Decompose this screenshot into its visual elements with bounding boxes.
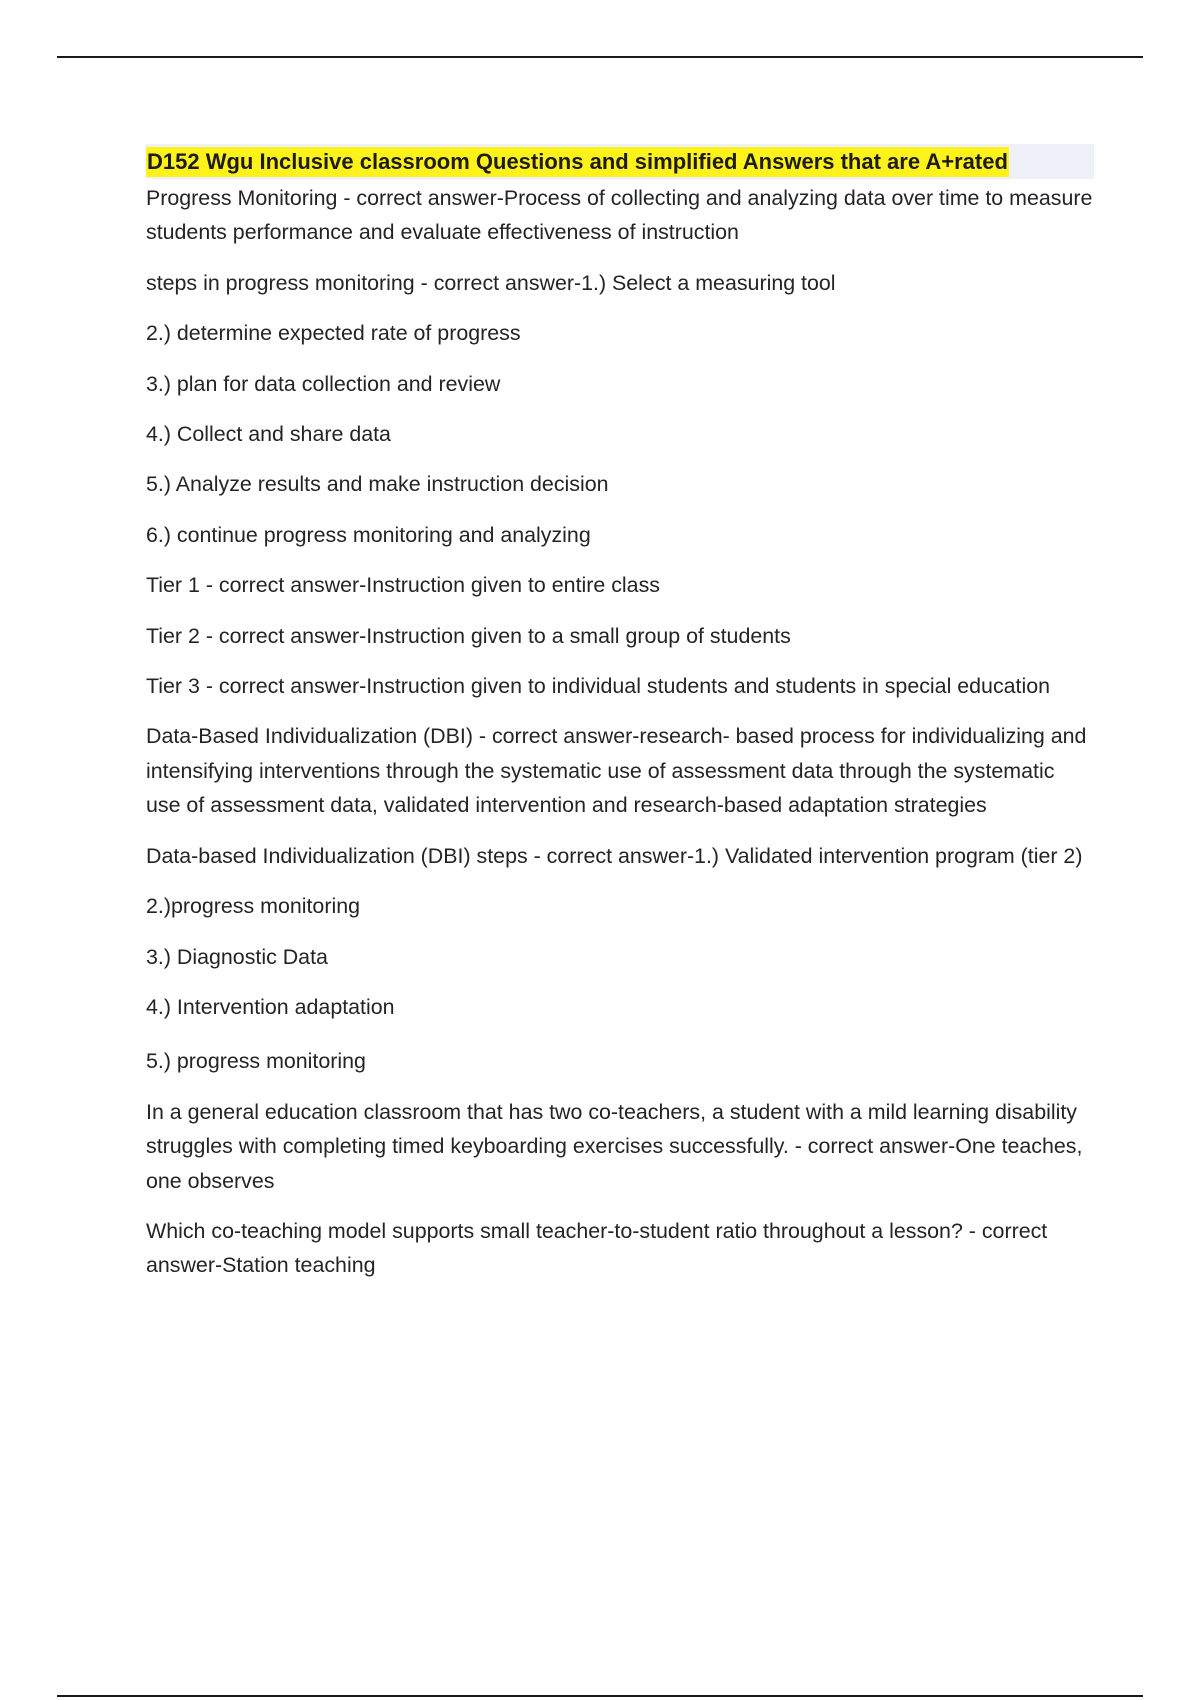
- paragraph-tier-3: Tier 3 - correct answer-Instruction given to individual students and students in special education: [146, 674, 1051, 699]
- document-body: [146, 144, 1094, 1299]
- list-item-step-3: 3.) plan for data collection and review: [146, 371, 501, 396]
- paragraph-station-teaching-question: Which co-teaching model supports small teacher-to-student ratio throughout a lesson? - correct answer-Station teaching: [146, 1218, 1048, 1278]
- paragraph-progress-monitoring: Progress Monitoring - correct answer-Process of collecting and analyzing data over time to measure students performance and evaluate effectiveness of instruction: [146, 186, 1093, 245]
- document-title: D152 Wgu Inclusive classroom Questions and simplified Answers that are A+rated: [146, 147, 1009, 177]
- list-item-step-6: 6.) continue progress monitoring and analyzing: [146, 522, 591, 547]
- paragraph-tier-1: Tier 1 - correct answer-Instruction given to entire class: [146, 573, 660, 598]
- list-item-step-2: 2.) determine expected rate of progress: [146, 321, 521, 346]
- list-item-dbi-step-3: 3.) Diagnostic Data: [146, 944, 328, 969]
- paragraph-dbi-steps: Data-based Individualization (DBI) steps - correct answer-1.) Validated intervention program (tier 2): [146, 843, 1083, 868]
- bottom-divider: [57, 1695, 1143, 1697]
- list-item-dbi-step-4: 4.) Intervention adaptation: [146, 994, 395, 1019]
- title-row: [146, 144, 1094, 179]
- paragraph-dbi-definition: Data-Based Individualization (DBI) - correct answer-research- based process for individualizing and intensifying interventions through the systematic use of assessment data through the systematic use of assessment data, validated intervention and research-based adaptation strategies: [146, 724, 1087, 818]
- paragraph-steps-progress-monitoring: steps in progress monitoring - correct answer-1.) Select a measuring tool: [146, 270, 836, 295]
- paragraph-tier-2: Tier 2 - correct answer-Instruction given to a small group of students: [146, 623, 791, 648]
- list-item-dbi-step-5: 5.) progress monitoring: [146, 1049, 366, 1074]
- list-item-dbi-step-2: 2.)progress monitoring: [146, 894, 361, 919]
- top-divider: [57, 56, 1143, 58]
- list-item-step-4: 4.) Collect and share data: [146, 422, 391, 447]
- paragraph-co-teachers-question: In a general education classroom that has two co-teachers, a student with a mild learning disability struggles with completing timed keyboarding exercises successfully. - correct answer-One teaches, one observes: [146, 1099, 1083, 1193]
- list-item-step-5: 5.) Analyze results and make instruction decision: [146, 472, 609, 497]
